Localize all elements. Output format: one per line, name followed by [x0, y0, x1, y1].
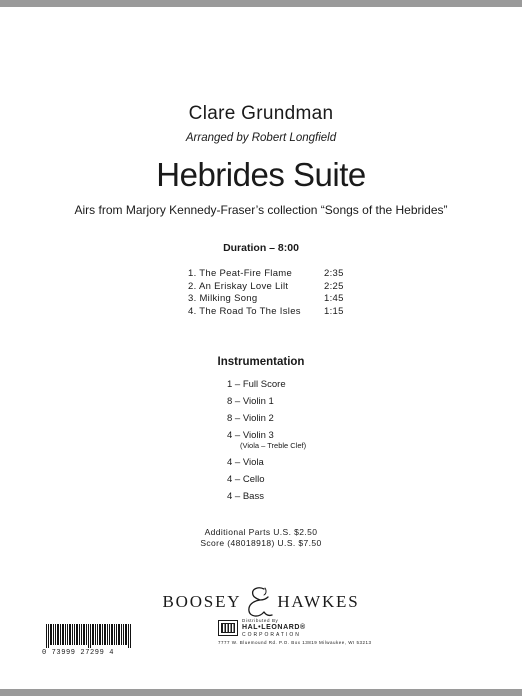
distributor-block — [218, 618, 372, 645]
instrumentation-item: 4 – Viola — [227, 457, 264, 468]
movement-title: 4. The Road To The Isles — [188, 305, 301, 317]
bottom-border-band — [0, 689, 522, 696]
movement-time: 1:15 — [324, 305, 344, 317]
movement-time: 2:25 — [324, 280, 344, 292]
score-price: Score (48018918) U.S. $7.50 — [200, 537, 322, 548]
publisher-logo — [0, 585, 522, 619]
instrumentation-item — [227, 430, 306, 457]
additional-parts-price: Additional Parts U.S. $2.50 — [204, 527, 318, 537]
barcode-bars-icon — [46, 624, 132, 648]
distributor-address: 7777 W. Bluemound Rd. P.O. Box 13819 Milwaukee, WI 53213 — [218, 639, 372, 645]
instrumentation-item: 8 – Violin 1 — [227, 396, 274, 407]
publisher-name-left: BOOSEY — [162, 592, 242, 611]
composer-name: Clare Grundman — [188, 103, 334, 124]
price-block — [0, 527, 522, 548]
movement-item — [188, 306, 358, 319]
instrumentation-item: 4 – Bass — [227, 491, 264, 502]
movement-item — [188, 268, 358, 281]
distributed-by-label: Distributed By — [242, 618, 279, 623]
barcode-number: 0 73999 27299 4 — [42, 649, 115, 657]
movement-title: 3. Milking Song — [188, 293, 258, 304]
instrumentation-item: 8 – Violin 2 — [227, 413, 274, 424]
ampersand-flourish-icon — [244, 585, 274, 619]
distributor-brand: HAL•LEONARD® — [242, 623, 306, 631]
movement-item — [188, 293, 358, 306]
instrumentation-item: 1 – Full Score — [227, 379, 286, 390]
distributor-corporation: CORPORATION — [242, 631, 301, 638]
publisher-name-right: HAWKES — [277, 592, 360, 611]
top-border-band — [0, 0, 522, 7]
instrumentation-item-note: (Viola – Treble Clef) — [240, 441, 307, 450]
instrumentation-heading: Instrumentation — [217, 356, 305, 368]
movement-time: 1:45 — [324, 293, 344, 304]
movement-title: 1. The Peat-Fire Flame — [188, 268, 293, 279]
hal-leonard-logo-icon — [218, 620, 238, 636]
movement-title: 2. An Eriskay Love Lilt — [188, 280, 289, 292]
instrumentation-list — [227, 379, 306, 508]
duration-label: Duration – 8:00 — [223, 242, 299, 254]
instrumentation-item: 4 – Cello — [227, 474, 265, 485]
work-title: Hebrides Suite — [156, 156, 366, 193]
work-subtitle: Airs from Marjory Kennedy-Fraser’s collection “Songs of the Hebrides” — [74, 203, 448, 217]
instrumentation-item-text: 4 – Violin 3 — [227, 430, 274, 441]
movement-time: 2:35 — [324, 268, 344, 279]
movement-list — [188, 268, 358, 318]
movement-item — [188, 281, 358, 294]
barcode — [42, 624, 132, 657]
arranger-credit: Arranged by Robert Longfield — [185, 132, 337, 144]
